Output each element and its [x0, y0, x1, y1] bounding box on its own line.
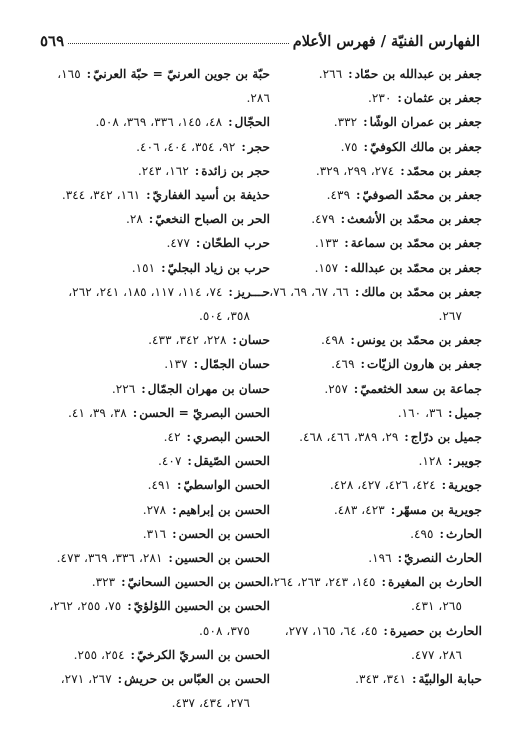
entry-name: الحسن بن الحسن	[178, 526, 270, 541]
entry-separator: :	[439, 526, 444, 541]
entry-page-refs: ٢٢٨، ٣٤٢، ٤٣٣.	[148, 333, 231, 348]
entry-separator: :	[172, 502, 177, 517]
entry-page-refs: ٧٥، ٢٥٥، ٢٦٢،	[49, 599, 126, 614]
entry-page-refs: ١٥٧.	[314, 260, 343, 275]
entry-separator: :	[356, 188, 361, 203]
entry-separator: :	[441, 478, 447, 493]
entry-name: حـــريز	[234, 284, 270, 299]
entry-page-refs: ٢٣٠.	[367, 91, 396, 106]
index-entry	[40, 256, 270, 280]
entry-name: جميل بن درّاج	[410, 430, 482, 445]
entry-name: جعفر بن هارون الزيّات	[367, 357, 482, 372]
entry-page-refs: ٢٩، ٣٨٩، ٤٦٦، ٤٦٨.	[299, 430, 403, 445]
entry-name: جعفر بن عمران الوشّا	[369, 115, 482, 130]
entry-name: الحر بن الصباح النخعيّ	[155, 212, 270, 227]
entry-separator: :	[412, 672, 417, 687]
entry-page-refs: ١٣٣.	[314, 236, 343, 251]
entry-name: جعفر بن عثمان	[403, 91, 482, 106]
entry-continuation: ٣٧٥، ٥٠٨.	[199, 623, 250, 638]
index-column-right	[268, 62, 482, 691]
entry-separator: :	[348, 67, 353, 81]
entry-name: الحسن بن إبراهيم	[178, 502, 270, 517]
entry-name: جعفر بن محمّد بن مالك	[361, 284, 482, 299]
entry-separator: :	[193, 357, 199, 372]
entry-separator: :	[228, 115, 233, 130]
entry-page-refs: ٤٧٧.	[166, 236, 194, 251]
entry-page-refs: ٤٨، ١٤٥، ٣٣٦، ٣٦٩، ٥٠٨.	[95, 115, 227, 130]
index-entry	[268, 231, 482, 255]
entry-continuation: ٢٦٧.	[438, 309, 462, 324]
entry-page-refs: ٢٦٧، ٢٧١،	[60, 672, 116, 687]
entry-page-refs: ١٣٧.	[164, 357, 192, 372]
index-entry	[40, 62, 270, 110]
entry-separator: :	[404, 430, 409, 445]
entry-name: جعفر بن مالك الكوفيّ	[369, 139, 482, 154]
entry-name: الحسن بن العبّاس بن حريش	[124, 672, 270, 687]
entry-page-refs: ٤٧٩.	[311, 212, 339, 227]
entry-name: الحسن البصري	[193, 430, 270, 445]
entry-separator: :	[127, 599, 132, 614]
entry-name: الحارث النصريّ	[404, 551, 482, 566]
entry-name: حرب الطحّان	[202, 236, 270, 251]
index-entry	[268, 328, 482, 352]
index-entry	[268, 522, 482, 546]
entry-name: الحارث بن حصيرة	[389, 623, 482, 638]
entry-name: جعفر بن عبدالله بن حمّاد	[354, 67, 482, 81]
running-header	[40, 22, 480, 50]
entry-page-refs: ٤٢٤، ٤٢٦، ٤٢٧، ٤٢٨.	[329, 478, 440, 493]
index-entry	[40, 667, 270, 691]
index-entry	[40, 207, 270, 231]
entry-name: جويرية	[448, 478, 482, 493]
index-entry	[40, 159, 270, 183]
index-entry	[40, 643, 270, 667]
entry-name: جويرية بن مسهّر	[397, 502, 482, 517]
index-entry	[268, 352, 482, 376]
entry-page-refs: ٣١٦.	[142, 526, 171, 541]
index-entry	[40, 231, 270, 255]
entry-continuation: ٢٦٥، ٤٣١.	[411, 599, 462, 614]
index-entry	[40, 401, 270, 425]
entry-page-refs: ٧٥.	[340, 139, 362, 154]
entry-name: الحارث	[445, 526, 482, 541]
entry-name: الحسن بن الحسين اللؤلؤيّ	[133, 599, 270, 614]
entry-separator: :	[168, 551, 173, 566]
index-entry	[40, 425, 270, 449]
entry-page-refs: ٢٧٨.	[142, 502, 171, 517]
entry-name: جويبر	[454, 454, 482, 469]
entry-page-refs: ٢٨١، ٣٣٦، ٣٦٩، ٤٧٣.	[56, 551, 167, 566]
index-entry	[268, 135, 482, 159]
entry-page-refs: ٣٢٣.	[91, 575, 120, 590]
entry-page-refs: ٣٣٢.	[333, 115, 362, 130]
entry-page-refs: ٤٢٣، ٤٨٣.	[333, 502, 389, 517]
entry-separator: :	[195, 236, 201, 251]
index-entry	[40, 135, 270, 159]
entry-separator: :	[397, 551, 403, 566]
entry-separator: :	[344, 236, 349, 251]
index-entry	[40, 280, 270, 304]
index-entry	[268, 62, 482, 86]
index-entry	[40, 498, 270, 522]
entry-page-refs: ١٥١.	[131, 260, 160, 275]
entry-separator: :	[390, 502, 396, 517]
entry-name: حبابة الوالبيّة	[418, 672, 482, 687]
entry-name: الحجّال	[234, 115, 270, 130]
entry-name: الحسن البصريّ = الحسن	[139, 405, 270, 420]
index-entry	[40, 183, 270, 207]
index-column-left	[40, 62, 270, 715]
index-entry	[268, 425, 482, 449]
entry-name: جعفر بن محمّد	[406, 163, 482, 178]
entry-separator: :	[381, 575, 386, 590]
index-entry	[268, 546, 482, 570]
index-entry	[268, 183, 482, 207]
entry-separator: :	[363, 139, 368, 154]
index-entry	[40, 449, 270, 473]
entry-separator: :	[161, 260, 166, 275]
entry-page-refs: ٣٨، ٣٩، ٤١.	[68, 405, 131, 420]
entry-page-refs: ٣٤١، ٣٤٣.	[355, 672, 411, 687]
entry-continuation: ٢٨٦، ٤٧٧.	[411, 647, 462, 662]
entry-page-refs: ٤٣٩.	[326, 188, 354, 203]
header-dot-leader	[68, 43, 289, 44]
entry-name: حسان	[238, 333, 270, 348]
entry-name: حذيفة بن أسيد الغفاريّ	[152, 188, 270, 203]
entry-page-refs: ٢٥٤، ٢٥٥.	[73, 647, 129, 662]
entry-separator: :	[350, 333, 355, 348]
entry-separator: :	[447, 454, 453, 469]
index-entry	[40, 594, 270, 618]
index-entry	[40, 473, 270, 497]
entry-separator: :	[132, 405, 138, 420]
entry-separator: :	[148, 212, 154, 227]
index-entry	[40, 377, 270, 401]
entry-name: حجر	[247, 139, 270, 154]
entry-name: الحسن بن الحسين	[174, 551, 270, 566]
entry-separator: :	[354, 284, 360, 299]
entry-page-refs: ٤٩٨.	[321, 333, 349, 348]
index-entry	[268, 401, 482, 425]
entry-name: جماعة بن سعد الخثعميّ	[360, 381, 482, 396]
entry-separator: :	[121, 575, 126, 590]
entry-separator: :	[86, 67, 92, 81]
index-entry	[40, 352, 270, 376]
entry-separator: :	[141, 381, 146, 396]
entry-separator: :	[176, 478, 182, 493]
entry-page-refs: ٢٧٤، ٢٩٩، ٣٢٩.	[315, 163, 399, 178]
entry-page-refs: ٦٦، ٦٧، ٦٩، ٧٦،	[269, 284, 353, 299]
entry-separator: :	[363, 115, 368, 130]
entry-page-refs: ٢٥٧.	[324, 381, 352, 396]
entry-page-refs: ٧٤، ١١٤، ١١٧، ١٨٥، ٢٤١، ٢٦٢،	[68, 284, 227, 299]
index-entry	[40, 522, 270, 546]
entry-page-refs: ١٦١، ٣٤٢، ٣٤٤.	[61, 188, 145, 203]
entry-separator: :	[130, 647, 135, 662]
entry-separator: :	[353, 381, 359, 396]
header-title: الفهارس الفنيّة / فهرس الأعلام	[292, 33, 480, 50]
index-entry	[268, 377, 482, 401]
index-entry	[268, 110, 482, 134]
entry-name: الحسن بن الحسين السحانيّ	[127, 575, 270, 590]
entry-separator: :	[172, 526, 177, 541]
entry-separator: :	[186, 430, 192, 445]
entry-name: الحسن الواسطيّ	[183, 478, 270, 493]
entry-name: حسان الجمّال	[200, 357, 270, 372]
entry-page-refs: ١٦٥، ٢٨٦.	[57, 67, 270, 106]
entry-separator: :	[117, 672, 123, 687]
entry-separator: :	[340, 212, 346, 227]
entry-name: حسان بن مهران الجمّال	[147, 381, 270, 396]
index-entry	[268, 619, 482, 643]
entry-page-refs: ٤٦٩.	[331, 357, 359, 372]
entry-name: حبّة بن جوين العرنيّ = حبّة العرنيّ	[93, 67, 270, 81]
index-entry	[268, 86, 482, 110]
entry-page-refs: ٢٨.	[125, 212, 147, 227]
page-number: ٥٦٩	[40, 32, 65, 50]
index-entry	[40, 570, 270, 594]
entry-name: الحسن الصّيقل	[193, 454, 270, 469]
entry-separator: :	[232, 333, 237, 348]
index-entry	[268, 570, 482, 594]
entry-continuation: ٣٥٨، ٥٠٤.	[199, 309, 250, 324]
entry-page-refs: ٤٥، ٦٤، ١٦٥، ٢٧٧،	[284, 623, 382, 638]
entry-name: جعفر بن محمّد بن عبدالله	[350, 260, 482, 275]
entry-name: حرب بن زياد البجليّ	[167, 260, 270, 275]
entry-separator: :	[400, 163, 405, 178]
entry-separator: :	[397, 91, 402, 106]
entry-separator: :	[344, 260, 349, 275]
entry-page-refs: ٤٩٥.	[410, 526, 438, 541]
entry-page-refs: ٢٦٦.	[318, 67, 347, 81]
entry-page-refs: ٤٩١.	[147, 478, 175, 493]
index-entry	[268, 159, 482, 183]
entry-name: جميل	[454, 405, 482, 420]
entry-separator: :	[448, 405, 453, 420]
entry-page-refs: ١٢٨.	[418, 454, 446, 469]
entry-name: حجر بن زائدة	[201, 163, 270, 178]
entry-page-refs: ٣٦، ١٦٠.	[397, 405, 446, 420]
entry-continuation: ٢٧٦، ٤٣٤، ٤٣٧.	[171, 696, 250, 711]
entry-page-refs: ٩٢، ٣٥٤، ٤٠٤، ٤٠٦.	[136, 139, 240, 154]
index-entry	[40, 328, 270, 352]
index-entry	[40, 110, 270, 134]
index-entry	[268, 280, 482, 304]
index-entry	[268, 498, 482, 522]
entry-separator: :	[360, 357, 366, 372]
entry-page-refs: ١٤٥، ٢٤٣، ٢٦٣، ٢٦٤،	[269, 575, 380, 590]
entry-name: جعفر بن محمّد الصوفيّ	[362, 188, 482, 203]
entry-page-refs: ٢٢٦.	[111, 381, 140, 396]
entry-page-refs: ٤٢.	[163, 430, 185, 445]
entry-name: جعفر بن محمّد بن الأشعث	[347, 212, 482, 227]
entry-separator: :	[146, 188, 151, 203]
entry-page-refs: ١٩٦.	[368, 551, 396, 566]
entry-name: الحسن بن السريّ الكرخيّ	[137, 647, 270, 662]
index-entry	[268, 667, 482, 691]
entry-separator: :	[187, 454, 192, 469]
entry-separator: :	[241, 139, 246, 154]
entry-page-refs: ٤٠٧.	[158, 454, 186, 469]
entry-separator: :	[194, 163, 200, 178]
index-entry	[268, 473, 482, 497]
entry-separator: :	[228, 284, 233, 299]
index-entry	[268, 449, 482, 473]
index-entry	[40, 546, 270, 570]
entry-name: جعفر بن محمّد بن يونس	[356, 333, 482, 348]
entry-name: الحارث بن المغيرة	[387, 575, 482, 590]
entry-separator: :	[383, 623, 388, 638]
index-entry	[268, 256, 482, 280]
index-entry	[268, 207, 482, 231]
entry-page-refs: ١٦٢، ٢٤٣.	[137, 163, 193, 178]
entry-name: جعفر بن محمّد بن سماعة	[350, 236, 482, 251]
